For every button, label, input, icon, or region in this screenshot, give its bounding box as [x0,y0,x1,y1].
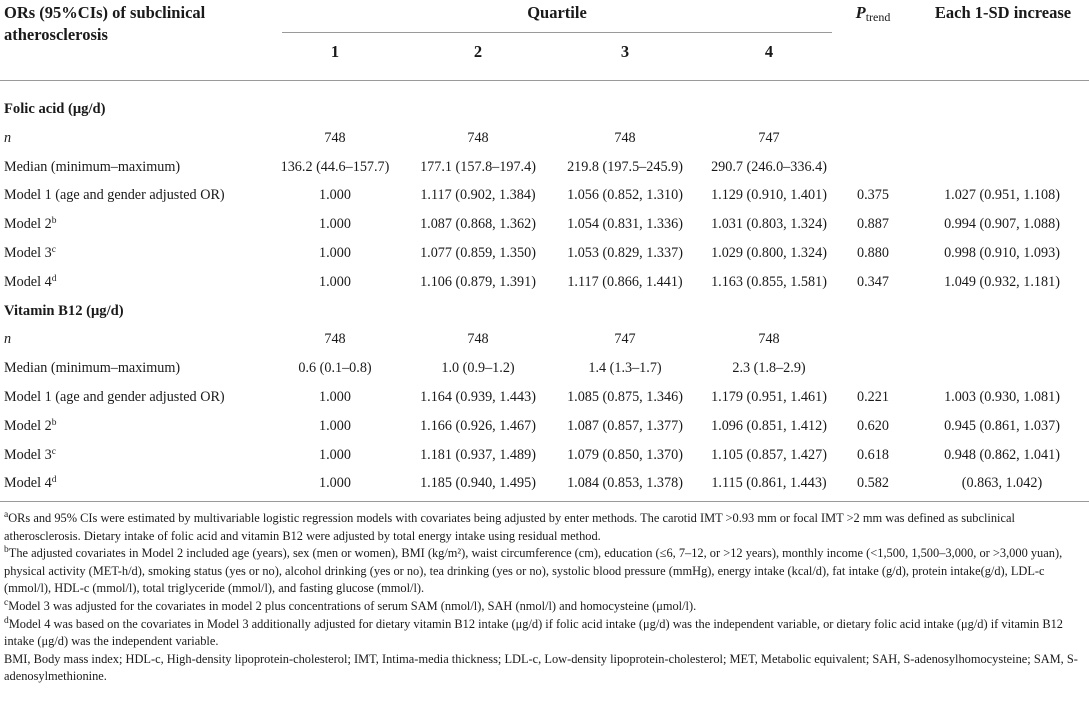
cell-q2: 1.106 (0.879, 1.391) [420,273,536,290]
footnote [4,651,1085,686]
cell-ptrend [838,325,908,354]
footnote-marker: b [51,216,57,227]
cell-q3: 1.054 (0.831, 1.336) [567,216,683,233]
row-label-text: Model 3 [4,446,52,463]
cell-q2: 1.185 (0.940, 1.495) [420,475,536,492]
row-label-text: Folic acid (μg/d) [4,101,106,117]
cell-q1: 1.000 [319,417,351,434]
cell-q2: 1.0 (0.9–1.2) [441,360,515,377]
footnote-text: The adjusted covariates in Model 2 included age (years), sex (men or women), BMI (kg/m²), waist circumference (cm), education (≤6, 7–12, or >12 years), monthly income (<1,500, 1,500–3,000, or >3,000 yuan), physical activity (MET-h/d), smoking status (yes or no), alcohol drinking (yes or no), tea drinking (yes or no), systolic blood pressure (mmHg), energy intake (kcal/d), fat intake (g/d), protein intake(g/d), LDL-c (mmol/l), HDL-c (mmol/l), total triglyceride (mmol/l), and fasting glucose (mmol/l). [4,546,1063,596]
cell-q1: 748 [324,129,346,146]
cell-q3: 219.8 (197.5–245.9) [567,158,683,175]
cell-q2: 1.164 (0.939, 1.443) [420,388,536,405]
row-label [4,469,56,498]
cell-q2: 1.166 (0.926, 1.467) [420,417,536,434]
table-row [0,469,1089,498]
cell-sd-increase: 0.948 (0.862, 1.041) [944,446,1060,463]
row-label-text: Model 1 (age and gender adjusted OR) [4,388,225,405]
table-row [0,412,1089,441]
footnote-text: Model 3 was adjusted for the covariates in model 2 plus concentrations of serum SAM (nmol/l), SAH (nmol/l) and homocysteine (μmol/l). [8,598,697,613]
row-label-text: Model 3 [4,244,52,261]
cell-q1: 1.000 [319,388,351,405]
cell-q4: 1.096 (0.851, 1.412) [711,417,827,434]
cell-q4: 1.105 (0.857, 1.427) [711,446,827,463]
cell-q1: 1.000 [319,273,351,290]
cell-q3: 1.084 (0.853, 1.378) [567,475,683,492]
cell-q4: 1.031 (0.803, 1.324) [711,216,827,233]
cell-q1: 1.000 [319,244,351,261]
footnote-letter: a [4,510,9,520]
row-label [4,239,56,268]
cell-ptrend [838,124,908,153]
cell-ptrend [838,354,908,383]
footnote [4,598,1085,616]
row-label [4,268,56,297]
cell-ptrend: 0.887 [857,216,889,233]
cell-q3: 1.4 (1.3–1.7) [588,360,662,377]
quartile-4-header: 4 [764,42,774,61]
section-header-row [0,297,1089,326]
footnote-marker: b [51,417,57,428]
cell-q1: 1.000 [319,446,351,463]
cell-sd-increase: 1.003 (0.930, 1.081) [944,388,1060,405]
cell-q3: 1.079 (0.850, 1.370) [567,446,683,463]
table-header [0,0,1089,95]
cell-ptrend: 0.880 [857,244,889,261]
row-label [4,441,56,470]
row-label-text: Model 4 [4,475,52,492]
cell-sd-increase [916,354,1088,383]
cell-sd-increase: 0.945 (0.861, 1.037) [944,417,1060,434]
cell-ptrend: 0.618 [857,446,889,463]
cell-q3: 1.087 (0.857, 1.377) [567,417,683,434]
cell-q3: 747 [614,331,636,348]
footnote-letter: b [4,545,9,556]
cell-sd-increase: 1.027 (0.951, 1.108) [944,187,1060,204]
table-row [0,153,1089,182]
footnote [4,616,1085,651]
cell-sd-increase [916,153,1088,182]
table-row [0,210,1089,239]
footnote-marker: c [51,446,56,457]
cell-q3: 1.117 (0.866, 1.441) [567,273,683,290]
quartile-1-header: 1 [330,42,340,61]
cell-q2: 1.077 (0.859, 1.350) [420,244,536,261]
row-label-text: Model 4 [4,273,52,290]
cell-q3: 1.053 (0.829, 1.337) [567,244,683,261]
row-label [4,325,11,354]
cell-q4: 748 [758,331,780,348]
cell-q1: 1.000 [319,475,351,492]
cell-q3: 1.085 (0.875, 1.346) [567,388,683,405]
cell-ptrend: 0.582 [857,475,889,492]
footnote-text: ORs and 95% CIs were estimated by multivariable logistic regression models with covariates being adjusted by enter methods. The carotid IMT >0.93 mm or focal IMT >2 mm was defined as subclinical atherosclerosis. Dietary intake of folic acid and vitamin B12 were adjusted by total energy intake using residual method. [4,511,1015,543]
ptrend-header [838,3,908,27]
stub-header-line1: ORs (95%CIs) of subclinical [4,3,206,22]
table-row [0,181,1089,210]
cell-q2: 1.087 (0.868, 1.362) [420,216,536,233]
cell-sd-increase: 0.998 (0.910, 1.093) [944,244,1060,261]
table-footnotes [0,510,1085,686]
table-row [0,383,1089,412]
table-body [0,95,1089,498]
footnote-text: Model 4 was based on the covariates in Model 3 additionally adjusted for dietary vitamin B12 intake (μg/d) if folic acid intake (μg/d) was the independent variable, or dietary folic acid intake (μg/d) if vitamin B12 intake (μg/d) was the independent variable. [4,616,1063,649]
section-header-row [0,95,1089,124]
footnote-letter: c [4,597,9,608]
table-row [0,239,1089,268]
quartile-spanner-rule [282,32,832,33]
header-bottom-rule [0,80,1089,81]
table-row [0,124,1089,153]
quartile-group-header: Quartile [527,3,587,22]
cell-ptrend: 0.347 [857,273,889,290]
cell-sd-increase: (0.863, 1.042) [961,475,1043,492]
cell-sd-increase [916,124,1088,153]
ptrend-subscript: trend [865,10,891,24]
cell-q1: 748 [324,331,346,348]
table-bottom-rule [0,501,1089,502]
row-label [4,181,225,210]
cell-q2: 177.1 (157.8–197.4) [420,158,536,175]
cell-q2: 748 [467,129,489,146]
cell-q3: 748 [614,129,636,146]
cell-q4: 1.163 (0.855, 1.581) [711,273,827,290]
row-label [4,297,124,326]
cell-ptrend: 0.221 [857,388,889,405]
cell-q4: 290.7 (246.0–336.4) [711,158,827,175]
row-label [4,354,180,383]
footnote-marker: d [51,475,57,486]
cell-sd-increase: 1.049 (0.932, 1.181) [944,273,1060,290]
cell-sd-increase [916,325,1088,354]
table-row [0,441,1089,470]
footnote-marker: c [51,244,56,255]
cell-ptrend: 0.375 [857,187,889,204]
row-label [4,412,56,441]
quartile-2-header: 2 [473,42,483,61]
row-label-text: Model 2 [4,417,52,434]
cell-q2: 1.117 (0.902, 1.384) [420,187,536,204]
row-label-text: Median (minimum–maximum) [4,360,181,377]
cell-q1: 1.000 [319,216,351,233]
row-label-text: Median (minimum–maximum) [4,158,181,175]
cell-q4: 2.3 (1.8–2.9) [732,360,806,377]
row-label [4,383,225,412]
row-label-text: Model 1 (age and gender adjusted OR) [4,187,225,204]
cell-q3: 1.056 (0.852, 1.310) [567,187,683,204]
row-label [4,153,180,182]
footnote-text: BMI, Body mass index; HDL-c, High-density lipoprotein-cholesterol; IMT, Intima-media thickness; LDL-c, Low-density lipoprotein-cholesterol; MET, Metabolic equivalent; SAH, S-adenosylhomocysteine; SAM, S-adenosylmethionine. [4,651,1078,684]
cell-q4: 1.029 (0.800, 1.324) [711,244,827,261]
stub-header-line2: atherosclerosis [4,25,108,44]
cell-q1: 0.6 (0.1–0.8) [298,360,372,377]
row-label [4,124,11,153]
table-row [0,268,1089,297]
row-label [4,95,106,124]
sd-increase-header: Each 1-SD increase [934,3,1072,22]
table-row [0,325,1089,354]
row-label-text: n [4,331,12,348]
footnote-marker: d [51,273,57,284]
footnote-letter: d [4,615,9,626]
row-label-text: Vitamin B12 (μg/d) [4,302,124,319]
table-row [0,354,1089,383]
cell-q4: 1.115 (0.861, 1.443) [711,475,827,492]
quartile-3-header: 3 [620,42,630,61]
cell-q2: 748 [467,331,489,348]
cell-q4: 747 [758,129,780,146]
ptrend-p: P [855,3,866,22]
cell-q1: 1.000 [319,187,351,204]
cell-ptrend: 0.620 [857,417,889,434]
footnote [4,545,1085,598]
cell-q4: 1.129 (0.910, 1.401) [711,187,827,204]
cell-ptrend [838,153,908,182]
row-label-text: Model 2 [4,216,52,233]
cell-q1: 136.2 (44.6–157.7) [280,158,390,175]
row-label [4,210,56,239]
row-label-text: n [4,129,12,146]
cell-sd-increase: 0.994 (0.907, 1.088) [944,216,1060,233]
cell-q2: 1.181 (0.937, 1.489) [420,446,536,463]
cell-q4: 1.179 (0.951, 1.461) [711,388,827,405]
footnote [4,510,1085,545]
